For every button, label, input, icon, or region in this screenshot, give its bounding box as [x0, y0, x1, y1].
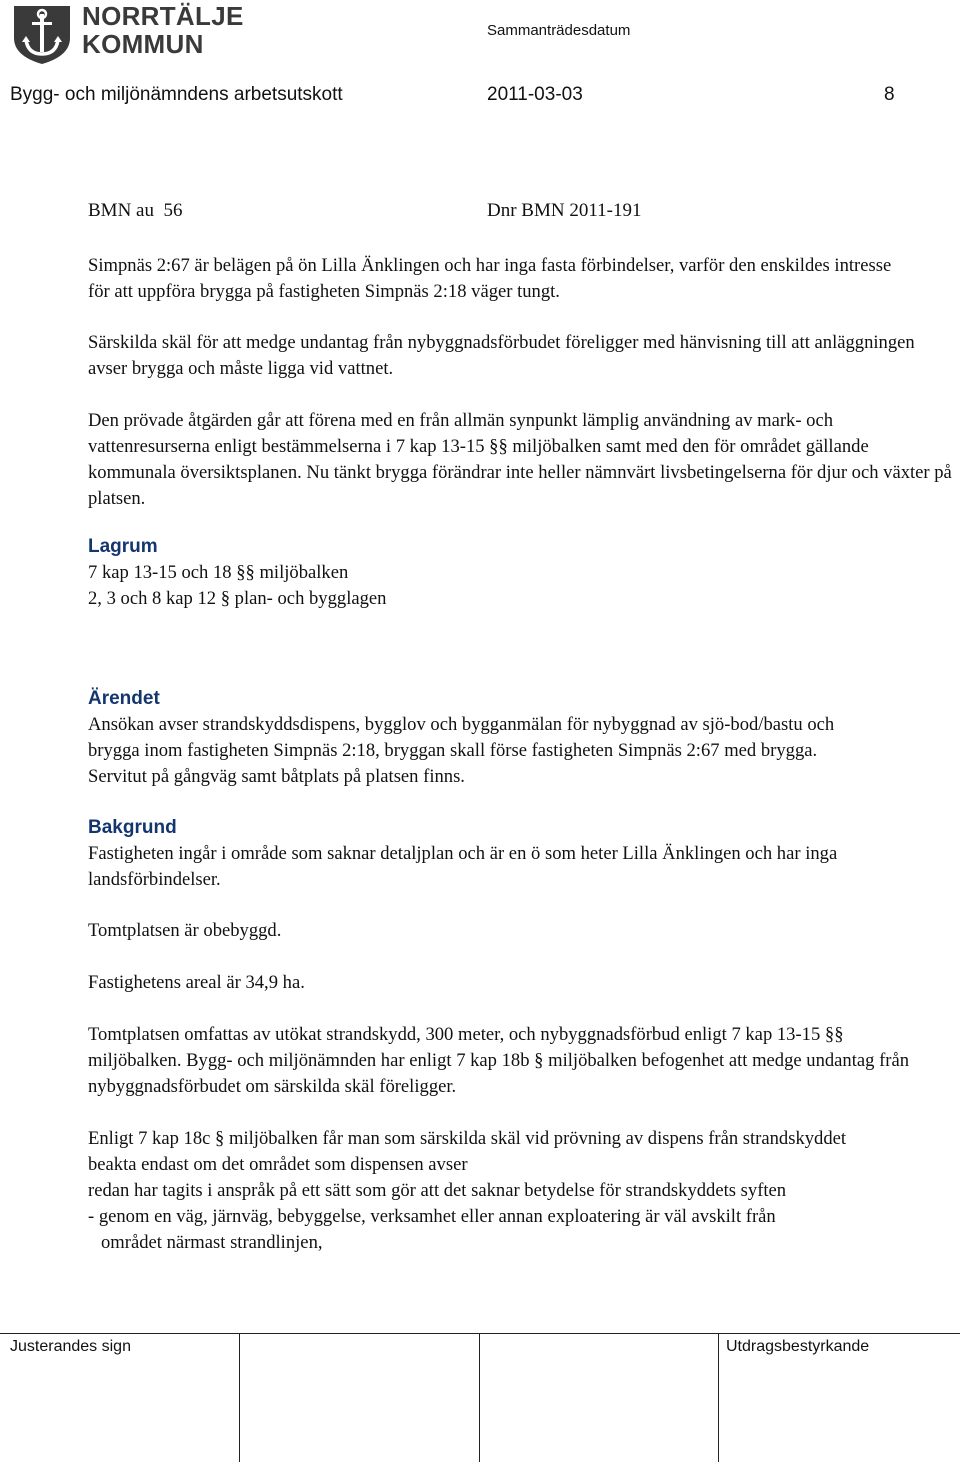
dispens-line: - genom en väg, järnväg, bebyggelse, verksamhet eller annan exploatering är väl avskilt från [88, 1206, 776, 1227]
municipality-name [82, 2, 244, 58]
bakgrund-paragraph: Fastighetens areal är 34,9 ha. [88, 972, 305, 993]
meeting-date-label: Sammanträdesdatum [487, 22, 631, 39]
bakgrund-paragraph: Fastigheten ingår i område som saknar detaljplan och är en ö som heter Lilla Änklingen och har inga landsförbindelser. [88, 843, 838, 890]
dispens-line: redan har tagits i anspråk på ett sätt som gör att det saknar betydelse för strandskyddets syften [88, 1180, 787, 1201]
dispens-line: området närmast strandlinjen, [101, 1232, 323, 1253]
footer-divider [239, 1333, 240, 1462]
dispens-line: Enligt 7 kap 18c § miljöbalken får man som särskilda skäl vid prövning av dispens från strandskyddet beakta endast om det området som dispensen avser [88, 1128, 847, 1175]
heading-arendet: Ärendet [88, 688, 160, 709]
page-number: 8 [884, 84, 895, 105]
bakgrund-paragraph: Tomtplatsen omfattas av utökat strandskydd, 300 meter, och nybyggnadsförbud enligt 7 kap 13-15 §§ miljöbalken. Bygg- och miljönämnden har enligt 7 kap 18b § miljöbalken befogenhet att medge undantag från nybyggnadsförbudet om särskilda skäl föreligger. [88, 1024, 910, 1097]
municipality-logo [10, 4, 74, 66]
paragraph-special-reasons: Särskilda skäl för att medge undantag från nybyggnadsförbudet föreligger med hänvisning till att anläggningen avser brygga och måste ligga vid vattnet. [88, 332, 915, 379]
heading-bakgrund: Bakgrund [88, 817, 177, 838]
footer-rule [0, 1333, 960, 1334]
lagrum-line: 7 kap 13-15 och 18 §§ miljöbalken [88, 562, 349, 583]
bakgrund-dispens-paragraph [88, 1126, 888, 1256]
heading-lagrum: Lagrum [88, 536, 158, 557]
logo-text-line2: KOMMUN [82, 29, 204, 59]
meeting-date: 2011-03-03 [487, 84, 583, 105]
paragraph-assessment: Den prövade åtgärden går att förena med en från allmän synpunkt lämplig användning av mark- och vattenresurserna enligt bestämmelserna i 7 kap 13-15 §§ miljöbalken samt med den för området gällande kommunala översiktsplanen. Nu tänkt brygga förändrar inte heller nämnvärt livsbetingelserna för djur och växter på platsen. [88, 410, 952, 509]
case-dnr: Dnr BMN 2011-191 [487, 200, 642, 221]
lagrum-list [88, 560, 938, 612]
footer-signature-label: Justerandes sign [10, 1338, 131, 1355]
footer-divider [479, 1333, 480, 1462]
paragraph-property-location: Simpnäs 2:67 är belägen på ön Lilla Änklingen och har inga fasta förbindelser, varför den enskildes intresse för att uppföra brygga på fastigheten Simpnäs 2:18 väger tungt. [88, 255, 892, 302]
committee-name: Bygg- och miljönämndens arbetsutskott [10, 84, 343, 105]
lagrum-line: 2, 3 och 8 kap 12 § plan- och bygglagen [88, 588, 387, 609]
case-number: BMN au 56 [88, 200, 183, 221]
bakgrund-paragraph: Tomtplatsen är obebyggd. [88, 920, 282, 941]
footer-certification-label: Utdragsbestyrkande [726, 1338, 870, 1355]
logo-text-line1: NORRTÄLJE [82, 1, 244, 31]
arendet-text: Ansökan avser strandskyddsdispens, bygglov och bygganmälan för nybyggnad av sjö-bod/bastu och brygga inom fastigheten Simpnäs 2:18, bryggan skall förse fastigheten Simpnäs 2:67 med brygga. Servitut på gångväg samt båtplats på platsen finns. [88, 714, 835, 787]
footer-divider [718, 1333, 719, 1462]
